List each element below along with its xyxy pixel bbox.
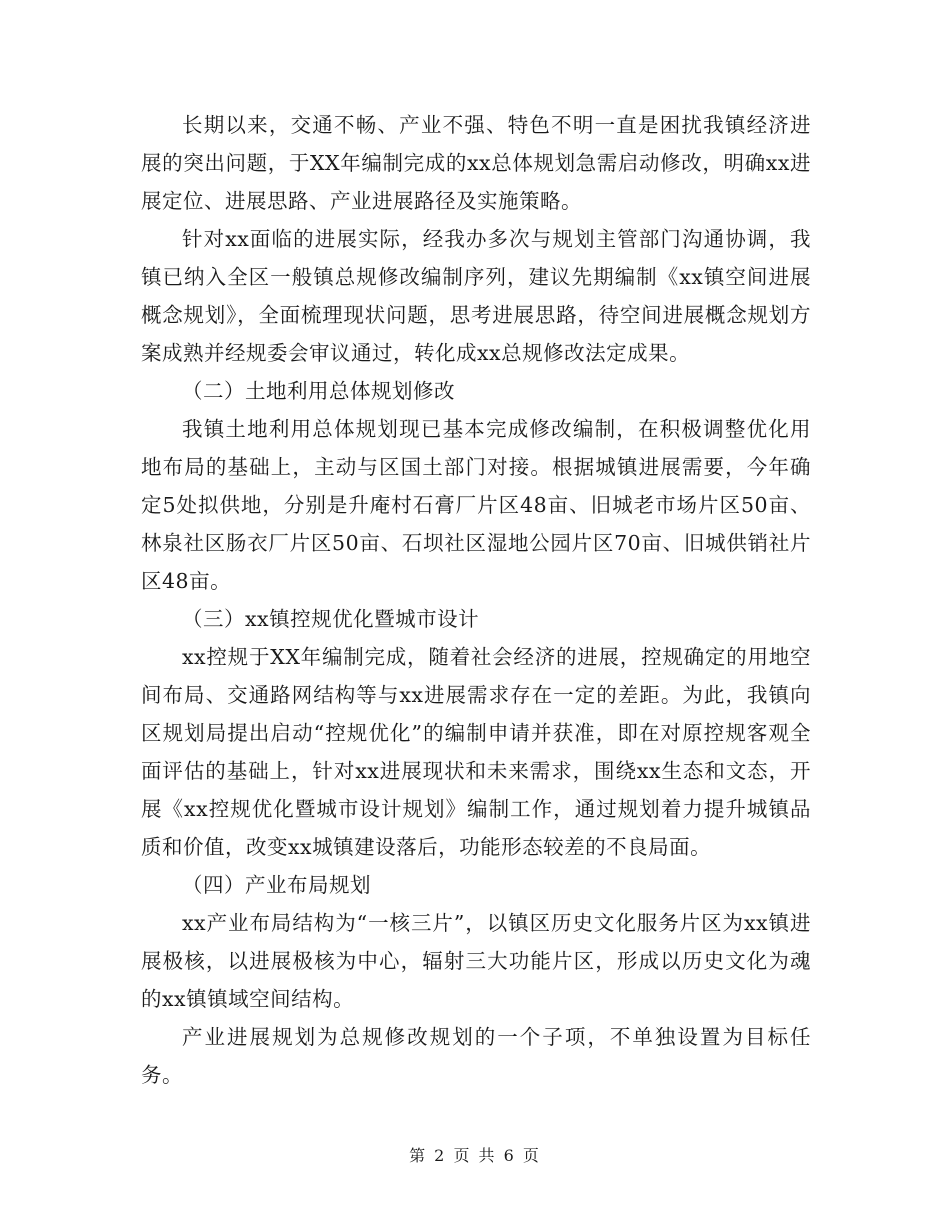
section-heading-land-use: （二）土地利用总体规划修改 bbox=[182, 379, 455, 403]
section-heading-control-plan: （三）xx镇控规优化暨城市设计 bbox=[182, 607, 480, 631]
document-body bbox=[141, 106, 811, 1094]
paragraph-industry-layout: xx产业布局结构为“一核三片”，以镇区历史文化服务片区为xx镇进展极核，以进展极核为中心，辐射三大功能片区，形成以历史文化为魂的xx镇镇域空间结构。 bbox=[141, 911, 811, 1011]
paragraph-land-use: 我镇土地利用总体规划现已基本完成修改编制，在积极调整优化用地布局的基础上，主动与区国土部门对接。根据城镇进展需要，今年确定5处拟供地，分别是升庵村石膏厂片区48亩、旧城老市场片区50亩、林泉社区肠衣厂片区50亩、石坝社区湿地公园片区70亩、旧城供销社片区48亩。 bbox=[141, 417, 811, 593]
paragraph-industry-plan: 产业进展规划为总规修改规划的一个子项，不单独设置为目标任务。 bbox=[141, 1025, 811, 1087]
page-number-footer: 第 2 页 共 6 页 bbox=[409, 1146, 541, 1165]
section-heading-industry-layout: （四）产业布局规划 bbox=[182, 873, 371, 897]
paragraph-coordination: 针对xx面临的进展实际，经我办多次与规划主管部门沟通协调，我镇已纳入全区一般镇总规修改编制序列，建议先期编制《xx镇空间进展概念规划》，全面梳理现状问题，思考进展思路，待空间进展概念规划方案成熟并经规委会审议通过，转化成xx总规修改法定成果。 bbox=[141, 227, 811, 365]
paragraph-intro: 长期以来，交通不畅、产业不强、特色不明一直是困扰我镇经济进展的突出问题，于XX年编制完成的xx总体规划急需启动修改，明确xx进展定位、进展思路、产业进展路径及实施策略。 bbox=[141, 113, 811, 213]
paragraph-control-plan: xx控规于XX年编制完成，随着社会经济的进展，控规确定的用地空间布局、交通路网结构等与xx进展需求存在一定的差距。为此，我镇向区规划局提出启动“控规优化”的编制申请并获准，即在对原控规客观全面评估的基础上，针对xx进展现状和未来需求，围绕xx生态和文态，开展《xx控规优化暨城市设计规划》编制工作，通过规划着力提升城镇品质和价值，改变xx城镇建设落后，功能形态较差的不良局面。 bbox=[141, 645, 811, 859]
